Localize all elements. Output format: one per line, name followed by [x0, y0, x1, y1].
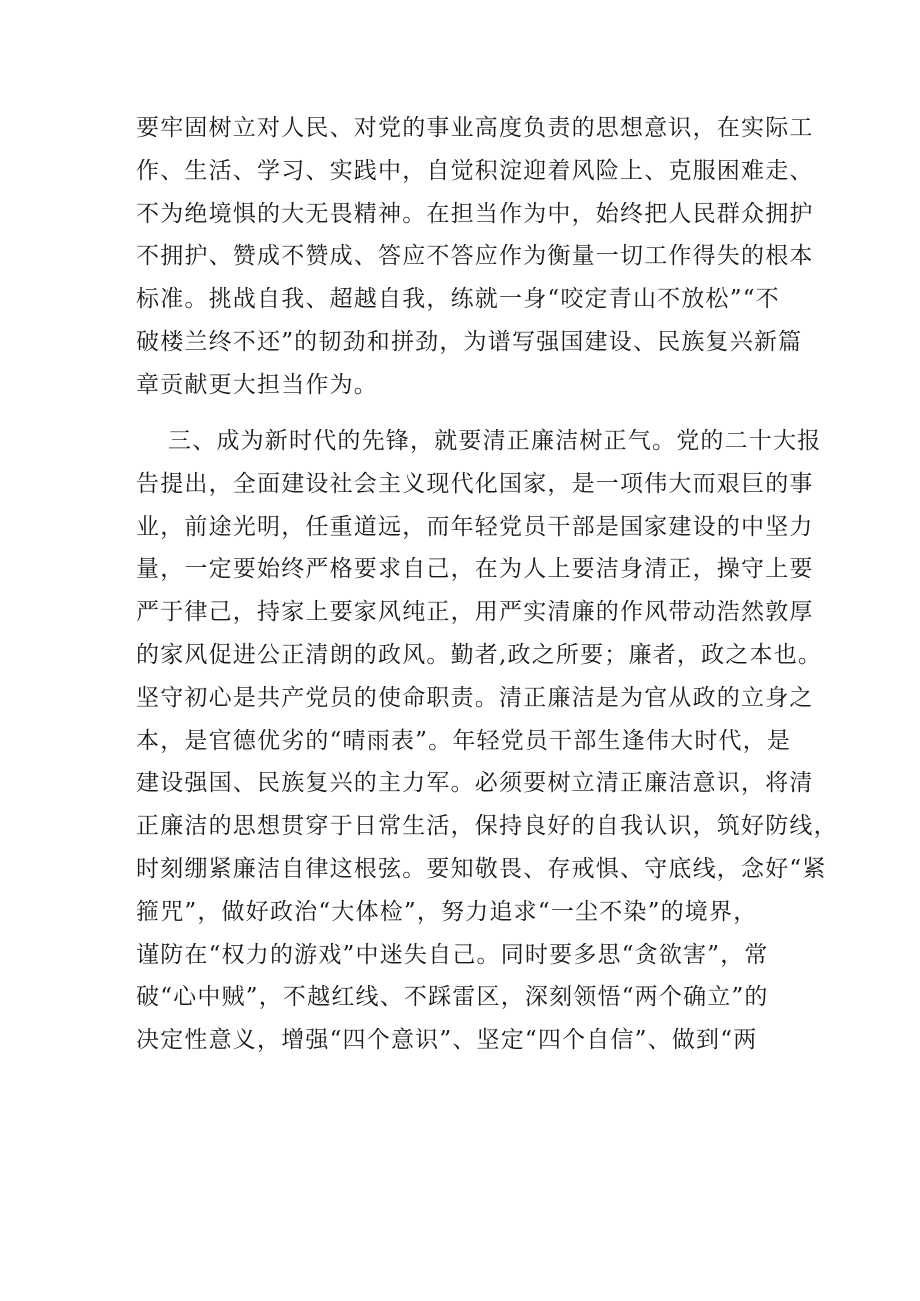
text-line: 量，一定要始终严格要求自己，在为人上要洁身清正，操守上要 [136, 556, 814, 583]
text-line: 作、生活、学习、实践中，自觉积淀迎着风险上、克服困难走、 [136, 157, 814, 184]
text-line: 告提出，全面建设社会主义现代化国家，是一项伟大而艰巨的事 [136, 470, 814, 497]
text-line: 严于律己，持家上要家风纯正，用严实清廉的作风带动浩然敦厚 [136, 599, 814, 626]
text-line: 决定性意义，增强“四个意识”、坚定“四个自信”、做到“两 [136, 1027, 758, 1054]
text-line: 坚守初心是共产党员的使命职责。清正廉洁是为官从政的立身之 [136, 684, 814, 711]
text-line: 时刻绷紧廉洁自律这根弦。要知敬畏、存戒惧、守底线，念好“紧 [136, 855, 827, 882]
text-line: 标准。挑战自我、超越自我，练就一身“咬定青山不放松”“不 [136, 286, 780, 313]
text-line: 破楼兰终不还”的韧劲和拼劲，为谱写强国建设、民族复兴新篇 [136, 328, 803, 355]
text-line: 不为绝境惧的大无畏精神。在担当作为中，始终把人民群众拥护 [136, 200, 814, 227]
paragraph-1 [136, 107, 814, 407]
text-line: 业，前途光明，任重道远，而年轻党员干部是国家建设的中坚力 [136, 513, 814, 540]
text-line: 箍咒”，做好政治“大体检”，努力追求“一尘不染”的境界， [136, 898, 758, 925]
text-line: 本，是官德优劣的“晴雨表”。年轻党员干部生逢伟大时代，是 [136, 727, 792, 754]
text-line: 建设强国、民族复兴的主力军。必须要树立清正廉洁意识，将清 [136, 770, 814, 797]
paragraph-2 [136, 420, 838, 1148]
text-line: 谨防在“权力的游戏”中迷失自己。同时要多思“贪欲害”，常 [136, 941, 769, 968]
text-line [136, 1105, 796, 1148]
section-heading-line: 三、成为新时代的先锋，就要清正廉洁树正气。党的二十大报 [168, 428, 822, 454]
text-line: 要牢固树立对人民、对党的事业高度负责的思想意识，在实际工 [136, 115, 814, 141]
text-line: 不拥护、赞成不赞成、答应不答应作为衡量一切工作得失的根本 [136, 243, 814, 270]
text-line: 破“心中贼”，不越红线、不踩雷区，深刻领悟“两个确立”的 [136, 984, 769, 1011]
text-line: 的家风促进公正清朗的政风。勤者,政之所要；廉者，政之本也。 [136, 641, 823, 668]
text-line: 正廉洁的思想贯穿于日常生活，保持良好的自我认识，筑好防线， [136, 813, 838, 840]
text-line [136, 1062, 796, 1105]
text-line: 章贡献更大担当作为。 [136, 371, 378, 398]
